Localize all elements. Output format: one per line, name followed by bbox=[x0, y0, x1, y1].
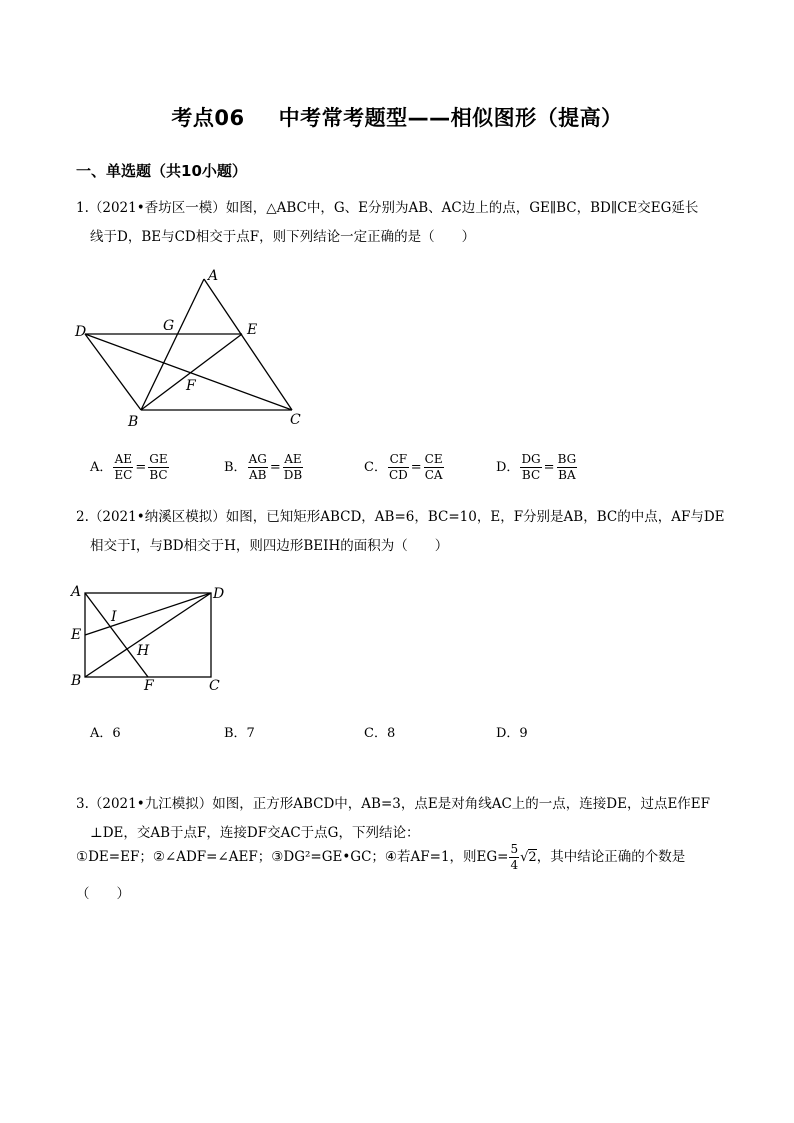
q1-option-a[interactable] bbox=[90, 452, 170, 483]
q1-option-c-eq: = bbox=[410, 460, 422, 475]
q1-option-b-num1: AG bbox=[248, 452, 267, 466]
q2-line1: 2.（2021•纳溪区模拟）如图，已知矩形ABCD，AB=6，BC=10，E，F分别是AB，BC的中点，AF与DE bbox=[76, 509, 725, 525]
q1-option-c[interactable] bbox=[364, 452, 445, 483]
title-part1: 考点06 bbox=[171, 106, 245, 130]
q1-segment-ac bbox=[204, 279, 292, 410]
q1-option-b-eq: = bbox=[269, 460, 281, 475]
q1-option-a-eq: = bbox=[135, 460, 147, 475]
q1-option-d[interactable] bbox=[496, 452, 578, 483]
q2-segment-de bbox=[85, 593, 211, 635]
q2-segment-af bbox=[85, 593, 148, 677]
q2-option-c[interactable]: C．8 bbox=[364, 726, 396, 741]
q1-option-c-den1: CD bbox=[388, 468, 408, 482]
q1-option-a-den1: EC bbox=[114, 468, 133, 482]
q2-label-e: E bbox=[71, 627, 82, 643]
q2-label-b: B bbox=[71, 673, 82, 689]
q1-option-d-den1: BC bbox=[521, 468, 541, 482]
q1-label-c: C bbox=[290, 412, 301, 428]
q1-option-b[interactable] bbox=[224, 452, 304, 483]
q1-option-d-eq: = bbox=[543, 460, 555, 475]
q1-option-a-num2: GE bbox=[149, 452, 168, 466]
q1-option-d-num1: DG bbox=[521, 452, 541, 466]
q1-label-g: G bbox=[163, 318, 175, 334]
q3-frac-den: 4 bbox=[510, 858, 519, 872]
q2-label-a: A bbox=[71, 584, 82, 600]
q2-figure bbox=[66, 580, 236, 692]
q2-label-h: H bbox=[137, 643, 150, 659]
q3-line2: ⊥DE，交AB于点F，连接DF交AC于点G，下列结论： bbox=[90, 825, 420, 841]
q1-figure bbox=[72, 268, 312, 428]
q1-line2: 线于D，BE与CD相交于点F，则下列结论一定正确的是（ ） bbox=[90, 229, 476, 245]
q1-option-b-den2: DB bbox=[283, 468, 303, 482]
q3-sqrt: √2 bbox=[520, 849, 537, 865]
q1-option-a-den2: BC bbox=[149, 468, 168, 482]
q3-conclusions bbox=[76, 842, 726, 873]
q1-line1: 1.（2021•香坊区一模）如图，△ABC中，G、E分别为AB、AC边上的点，GE∥BC，BD∥CE交EG延长 bbox=[76, 200, 699, 216]
q1-option-a-letter: A． bbox=[90, 460, 113, 475]
q2-option-b[interactable]: B．7 bbox=[224, 726, 255, 741]
q1-option-c-num1: CF bbox=[389, 452, 408, 466]
q1-option-c-letter: C． bbox=[364, 460, 387, 475]
q1-option-c-num2: CE bbox=[424, 452, 443, 466]
question-3 bbox=[76, 790, 726, 848]
q3-sqrt-value: 2 bbox=[528, 849, 537, 865]
q1-label-f: F bbox=[186, 378, 196, 394]
q2-label-d: D bbox=[213, 586, 225, 602]
q1-option-d-num2: BG bbox=[557, 452, 577, 466]
q2-label-f: F bbox=[144, 678, 154, 692]
q1-option-a-num1: AE bbox=[114, 452, 133, 466]
section-heading: 一、单选题（共10小题） bbox=[76, 162, 247, 180]
q1-option-c-den2: CA bbox=[424, 468, 443, 482]
q1-segment-be bbox=[141, 334, 242, 410]
q2-option-a[interactable]: A．6 bbox=[90, 726, 121, 741]
q2-line2: 相交于I，与BD相交于H，则四边形BEIH的面积为（ ） bbox=[90, 538, 449, 554]
q3-line3-post: ，其中结论正确的个数是 bbox=[536, 849, 686, 865]
q3-answer-bracket: （ ） bbox=[76, 886, 130, 902]
q2-segment-bd bbox=[85, 593, 211, 677]
q3-fraction bbox=[509, 842, 519, 873]
q1-option-b-letter: B． bbox=[224, 460, 247, 475]
q2-label-i: I bbox=[111, 609, 117, 625]
q1-label-e: E bbox=[247, 322, 258, 338]
q2-option-d[interactable]: D．9 bbox=[496, 726, 528, 741]
q1-option-b-num2: AE bbox=[284, 452, 302, 466]
q1-option-d-den2: BA bbox=[558, 468, 576, 482]
q1-label-b: B bbox=[128, 414, 139, 428]
q1-option-b-den1: AB bbox=[248, 468, 267, 482]
q1-segment-db bbox=[85, 334, 141, 410]
title-part2: 中考常考题型——相似图形（提高） bbox=[278, 106, 623, 130]
question-1 bbox=[76, 194, 726, 252]
q3-frac-num: 5 bbox=[510, 842, 519, 856]
q1-option-d-letter: D． bbox=[496, 460, 520, 475]
q2-label-c: C bbox=[209, 678, 220, 692]
q3-line3-pre: ①DE=EF；②∠ADF=∠AEF；③DG²=GE•GC；④若AF=1，则EG= bbox=[76, 849, 509, 865]
q1-label-a: A bbox=[208, 268, 219, 284]
page-title bbox=[0, 102, 794, 132]
q1-label-d: D bbox=[75, 324, 87, 340]
question-2 bbox=[76, 503, 726, 561]
q3-line1: 3.（2021•九江模拟）如图，正方形ABCD中，AB=3，点E是对角线AC上的一点，连接DE，过点E作EF bbox=[76, 796, 711, 812]
q1-segment-dc bbox=[85, 334, 292, 410]
